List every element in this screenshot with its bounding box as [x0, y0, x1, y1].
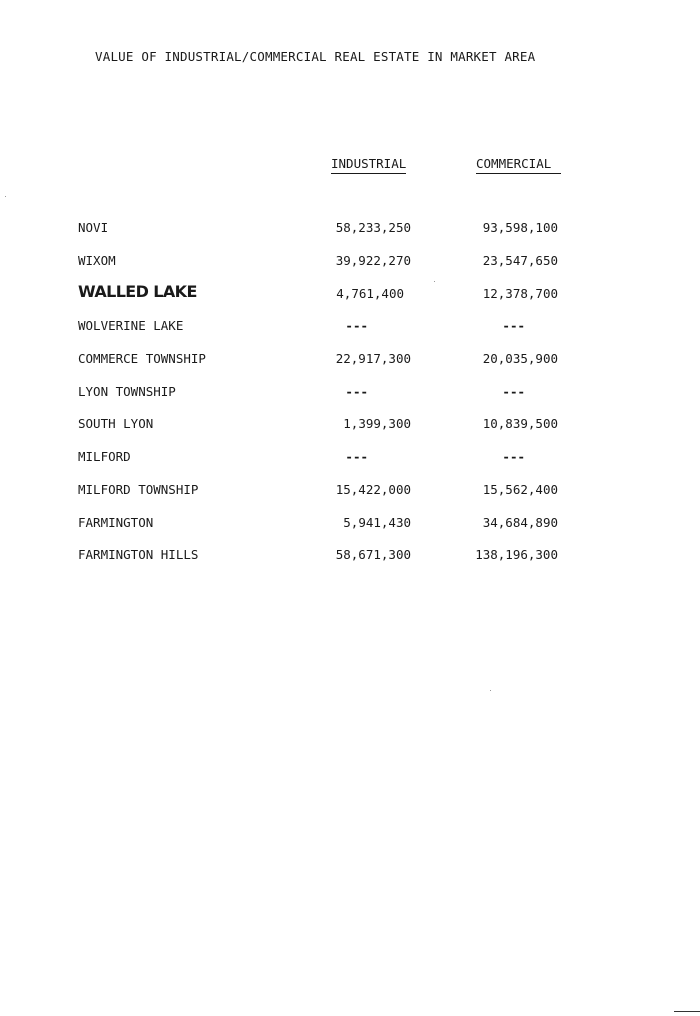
row-name: MILFORD [78, 449, 131, 464]
commercial-value: --- [502, 318, 525, 333]
commercial-value: 12,378,700 [482, 286, 558, 301]
industrial-value: 15,422,000 [335, 482, 411, 497]
commercial-value: 15,562,400 [482, 482, 558, 497]
row-name: WOLVERINE LAKE [78, 318, 184, 333]
table-row [0, 482, 700, 502]
table-row [0, 515, 700, 535]
column-header-industrial: INDUSTRIAL [331, 156, 406, 174]
scan-speck [5, 196, 6, 197]
industrial-value: --- [345, 384, 368, 399]
table-row [0, 220, 700, 240]
table-row [0, 449, 700, 469]
table-row [0, 282, 700, 306]
table-row [0, 547, 700, 567]
industrial-value: 58,233,250 [335, 220, 411, 235]
scan-speck [490, 690, 491, 691]
commercial-value: 10,839,500 [482, 416, 558, 431]
commercial-value: --- [502, 384, 525, 399]
commercial-value: 138,196,300 [475, 547, 558, 562]
row-name: FARMINGTON [78, 515, 154, 530]
row-name: NOVI [78, 220, 109, 235]
commercial-value: 93,598,100 [482, 220, 558, 235]
industrial-value: 22,917,300 [335, 351, 411, 366]
row-name: MILFORD TOWNSHIP [78, 482, 199, 497]
commercial-value: 34,684,890 [482, 515, 558, 530]
table-row [0, 416, 700, 436]
page-title: VALUE OF INDUSTRIAL/COMMERCIAL REAL ESTATE IN MARKET AREA [95, 49, 536, 64]
commercial-value: 20,035,900 [482, 351, 558, 366]
commercial-value: 23,547,650 [482, 253, 558, 268]
table-row [0, 253, 700, 273]
row-name: WIXOM [78, 253, 116, 268]
industrial-value: --- [345, 449, 368, 464]
table-row [0, 318, 700, 338]
industrial-value: --- [345, 318, 368, 333]
row-name: FARMINGTON HILLS [78, 547, 199, 562]
row-name: COMMERCE TOWNSHIP [78, 351, 206, 366]
industrial-value: 1,399,300 [343, 416, 411, 431]
scan-edge-mark [674, 1011, 700, 1012]
commercial-value: --- [502, 449, 525, 464]
industrial-value: 5,941,430 [343, 515, 411, 530]
table-row [0, 384, 700, 404]
column-header-commercial: COMMERCIAL [476, 156, 561, 174]
table-row [0, 351, 700, 371]
row-name: LYON TOWNSHIP [78, 384, 176, 399]
row-name: WALLED LAKE [78, 282, 197, 301]
row-name: SOUTH LYON [78, 416, 154, 431]
industrial-value: 4,761,400 [336, 286, 404, 301]
industrial-value: 39,922,270 [335, 253, 411, 268]
scan-speck [434, 281, 435, 282]
industrial-value: 58,671,300 [335, 547, 411, 562]
